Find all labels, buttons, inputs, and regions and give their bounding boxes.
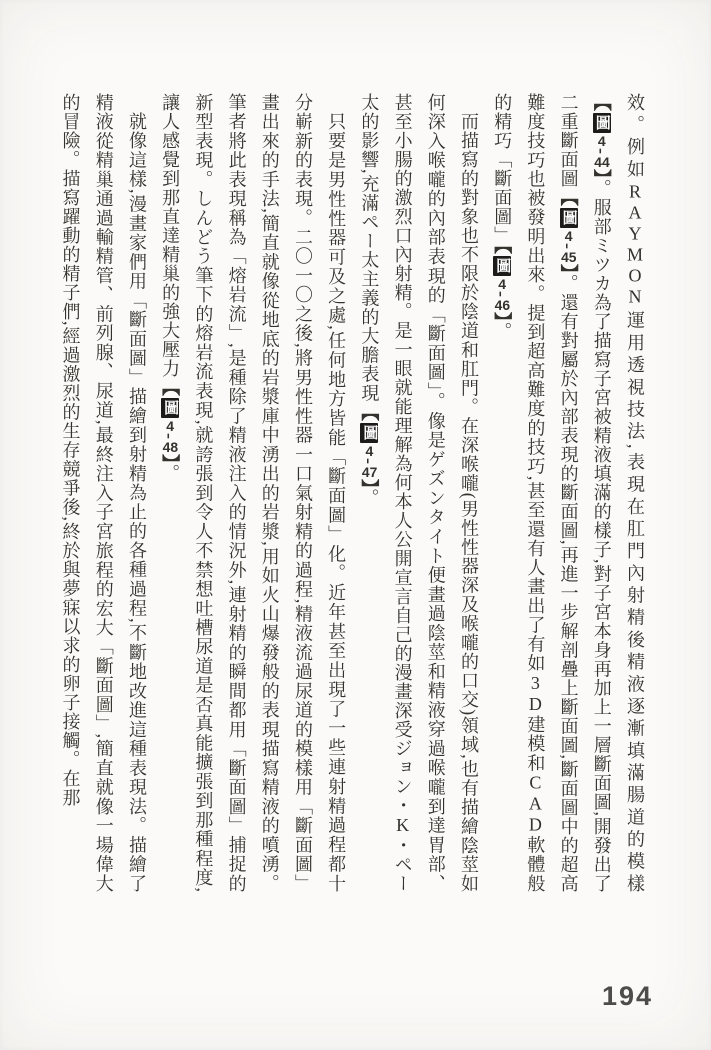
- vertical-text-flow: [53, 93, 651, 893]
- figure-reference: [559, 188, 579, 274]
- page-number: 194: [601, 981, 653, 1011]
- latin-run: CAD: [525, 772, 546, 836]
- bracket-close: 】: [558, 264, 579, 274]
- bracket-close: 】: [359, 478, 380, 489]
- figure-chapter-number: 4: [498, 277, 507, 291]
- figure-item-number: 47: [361, 464, 378, 479]
- figure-chapter-number: 4: [365, 443, 374, 458]
- figure-reference: [359, 403, 379, 489]
- paragraph: 只要是男性性器可及之處,任何地方皆能「斷面圖」化。近年甚至出現了一些連射精過程都十分嶄新的表現。二〇一〇之後,將男性性器一口氣射精的過程,精液流過尿道的模樣用「斷面圖」畫出來的手法,簡直就像從地底的岩漿庫中湧出的岩漿,用如火山爆發般的表現描寫精液的噴湧。筆者將此表現稱為「熔岩流」,是種除了精液注入的情況外,連射精的瞬間都用「斷面圖」捕捉的新型表現。しんどう筆下的熔岩流表現,就誇張到令人不禁想吐槽尿道是否真能擴張到那種程度,讓人感覺到那直達精巢的強大壓力【圖4-48】。: [160, 93, 347, 893]
- figure-number-dash: -: [558, 243, 579, 250]
- figure-number-dash: -: [160, 433, 181, 440]
- figure-box-icon: 圖: [593, 115, 610, 131]
- bracket-open: 【: [160, 378, 181, 397]
- figure-number-dash: -: [359, 457, 380, 465]
- figure-chapter-number: 4: [597, 134, 606, 148]
- figure-reference: [160, 378, 180, 464]
- figure-reference: [492, 245, 512, 322]
- figure-chapter-number: 4: [166, 419, 175, 433]
- figure-reference: [592, 93, 612, 179]
- bracket-open: 【: [591, 93, 612, 112]
- figure-item-number: 48: [162, 440, 179, 454]
- paragraph: 效。例如RAYMON運用透視技法,表現在肛門內射精後精液逐漸填滿腸道的模樣【圖4-44】。服部ミツカ為了描寫子宮被精液填滿的樣子,對子宮本身再加上一層斷面圖,開發出了二重斷面圖【圖4-45】。還有對屬於內部表現的斷面圖,再進一步解剖疊上斷面圖,斷面圖中的超高難度技巧也被發明出來。提到超高難度的技巧,甚至還有人畫出了有如3D建模和CAD軟體般的精巧「斷面圖」【圖4-46】。: [492, 93, 645, 894]
- paragraph: 就像這樣,漫畫家們用「斷面圖」描繪到射精為止的各種過程,不斷地改進這種表現法。描繪了精液從精巢通過輸精管、前列腺、尿道,最終注入子宮旅程的宏大「斷面圖」,簡直就像一場偉大的冒險。描寫躍動的精子們,經過激烈的生存競爭後,終於與夢寐以求的卵子接觸。在那: [60, 93, 147, 893]
- bracket-open: 【: [359, 402, 380, 422]
- bracket-open: 【: [492, 245, 513, 255]
- bracket-close: 】: [160, 454, 181, 464]
- bracket-close: 】: [591, 169, 612, 179]
- figure-item-number: 46: [494, 298, 511, 312]
- paragraph: 而描寫的對象也不限於陰道和肛門。在深喉嚨(男性性器深及喉嚨的口交)領域,也有描繪陰莖如何深入喉嚨的內部表現的「斷面圖」。像是ゲズンタイト便畫過陰莖和精液穿過喉嚨到達胃部、甚至小腸的激烈口內射精。是一眼就能理解為何本人公開宣言自己的漫畫深受ジョン・K・ペー太的影響,充滿ペー太主義的大膽表現【圖4-47】。: [359, 93, 479, 893]
- latin-run: 3D: [525, 673, 546, 715]
- figure-item-number: 44: [594, 155, 610, 169]
- figure-box-icon: 圖: [560, 210, 577, 226]
- figure-chapter-number: 4: [564, 229, 573, 243]
- figure-number-dash: -: [591, 148, 612, 155]
- figure-box-icon: 圖: [162, 400, 179, 416]
- figure-box-icon: 圖: [361, 424, 378, 441]
- latin-run: K: [392, 815, 413, 836]
- figure-number-dash: -: [492, 291, 513, 298]
- bracket-close: 】: [492, 312, 513, 322]
- latin-run: RAYMON: [625, 181, 645, 308]
- bracket-open: 【: [558, 188, 579, 207]
- figure-item-number: 45: [561, 250, 577, 264]
- figure-box-icon: 圖: [494, 258, 511, 274]
